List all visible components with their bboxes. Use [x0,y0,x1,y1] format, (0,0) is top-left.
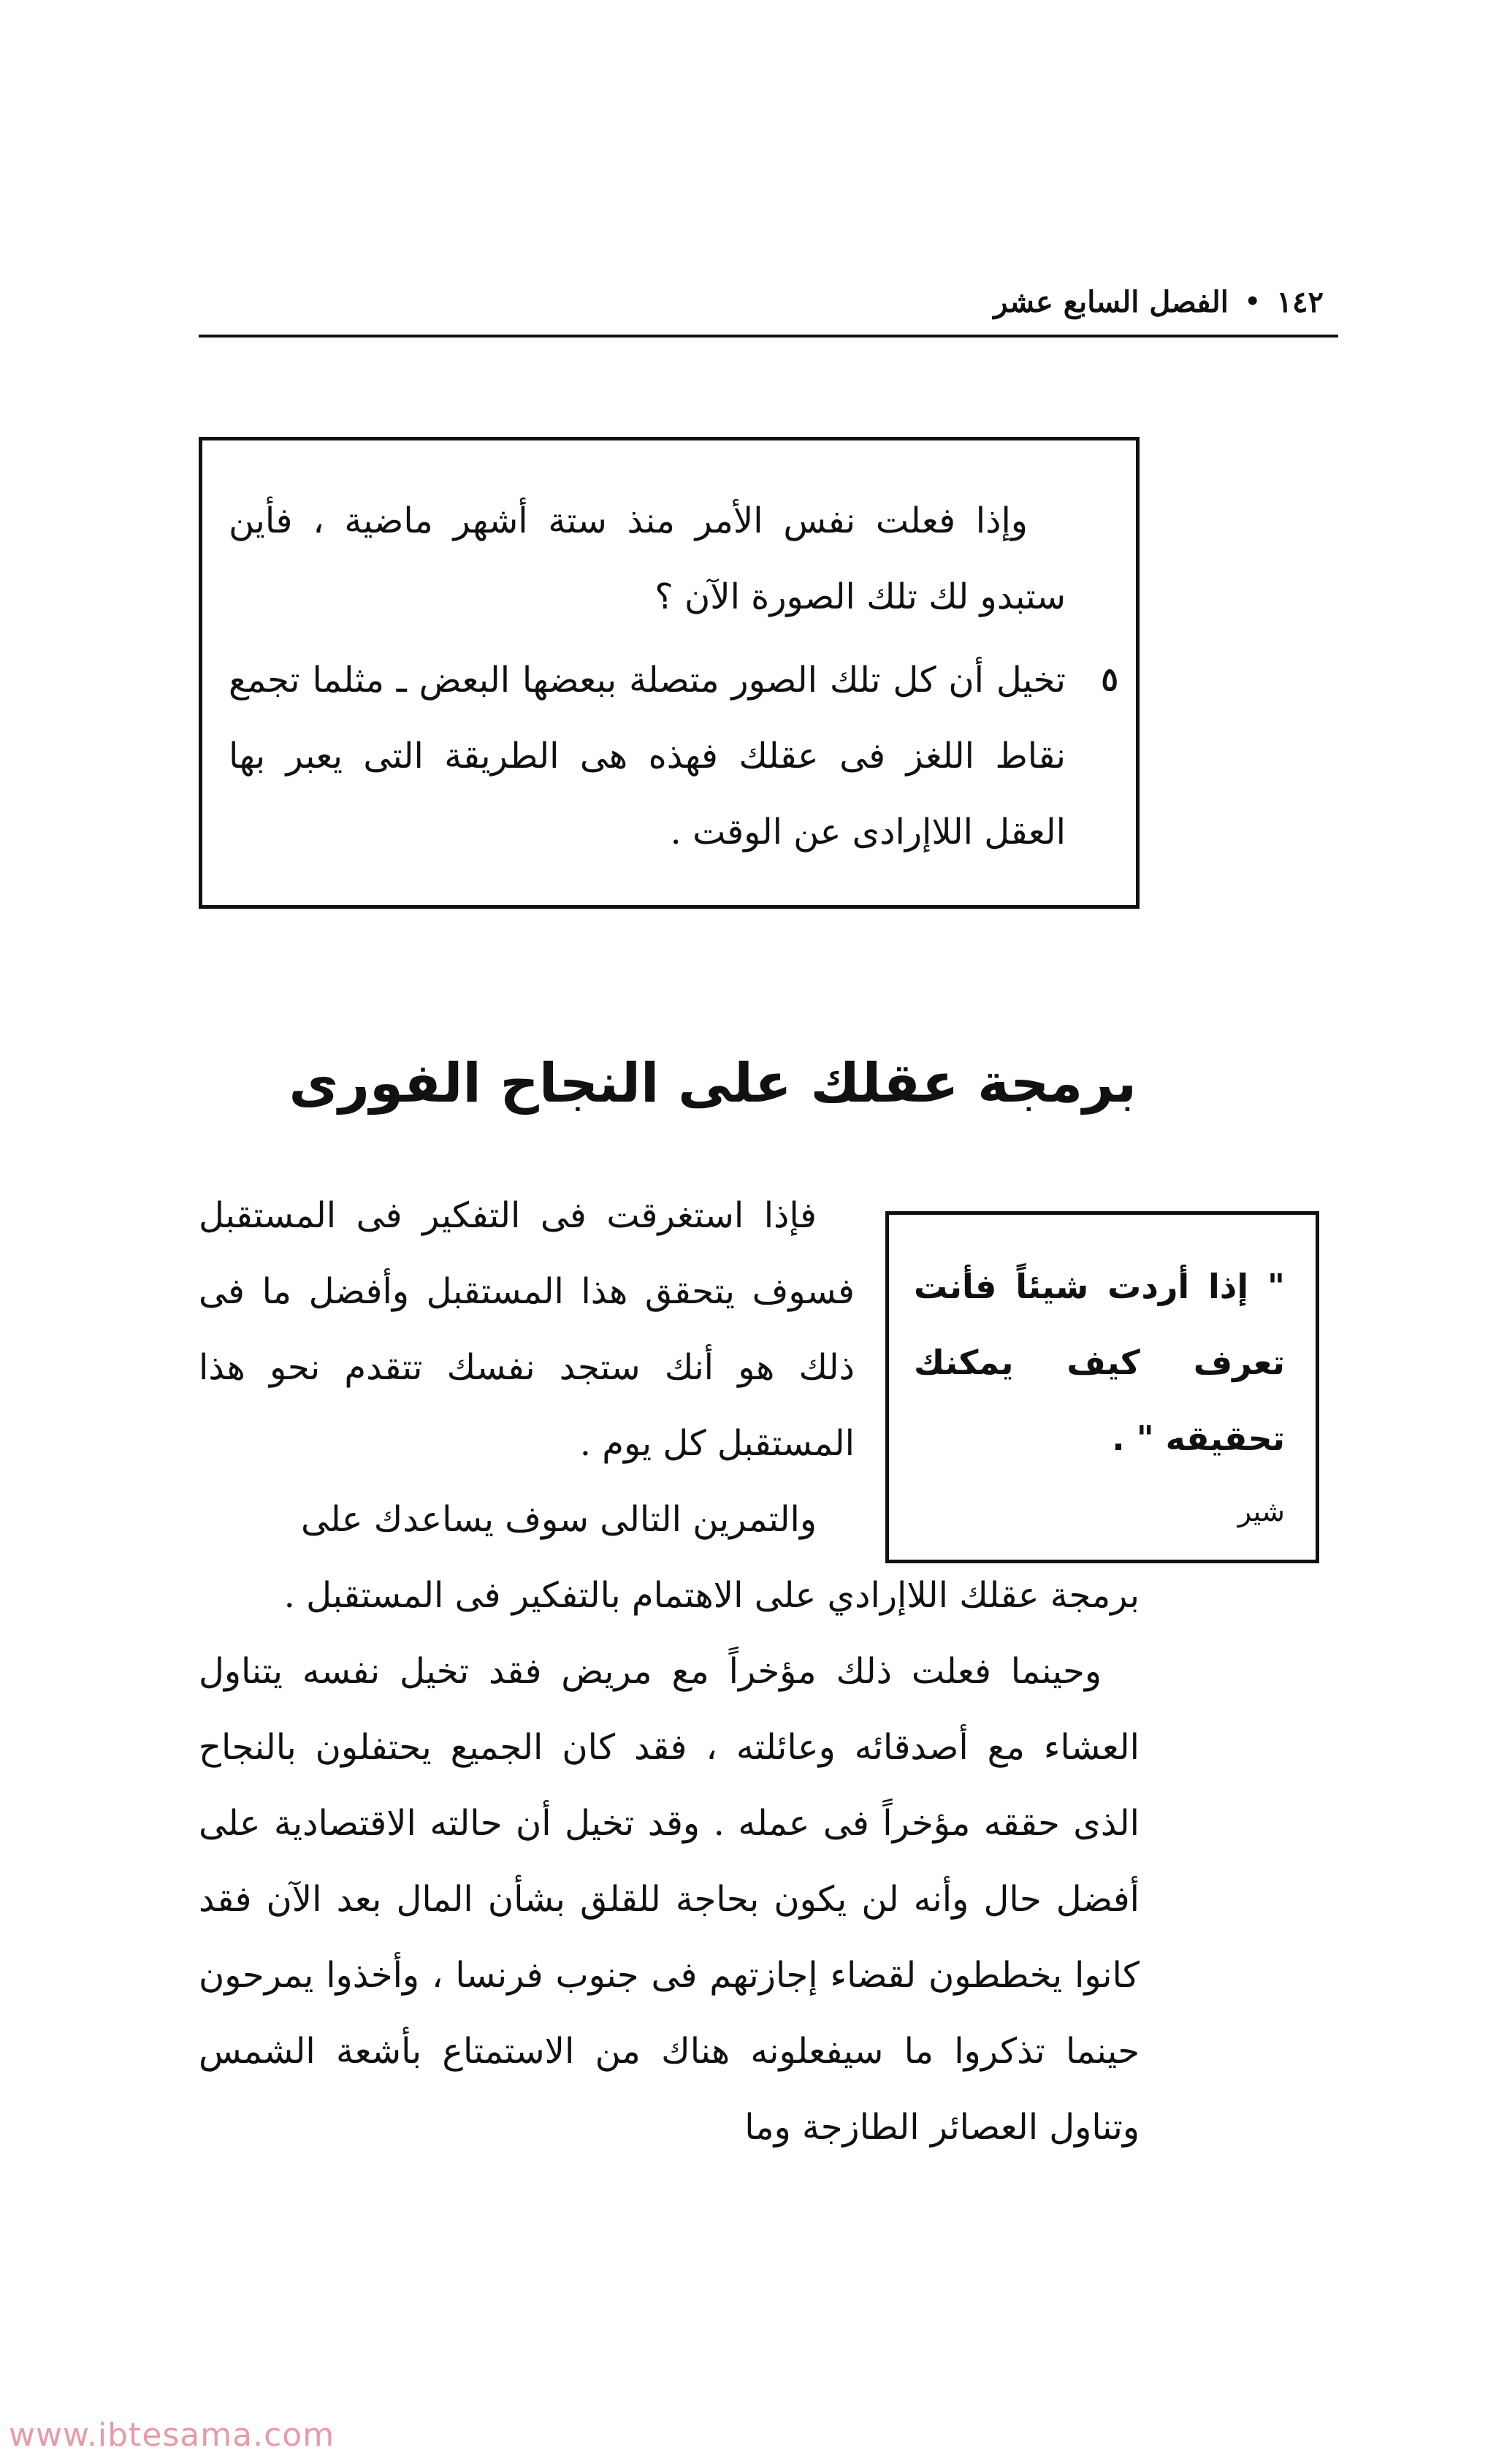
body-column-narrow [199,1178,855,1557]
body-paragraph-3: وحينما فعلت ذلك مؤخراً مع مريض فقد تخيل نفسه يتناول العشاء مع أصدقائه وعائلته ، فقد كان الجميع يحتفلون بالنجاح الذى حققه مؤخراً فى عمله . وقد تخيل أن حالته الاقتصادية على أفضل حال وأنه لن يكون بحاجة للقلق بشأن المال بعد الآن فقد كانوا يخططون لقضاء إجازتهم فى جنوب فرنسا ، وأخذوا يمرحون حينما تذكروا ما سيفعلونه هناك من الاستمتاع بأشعة الشمس وتناول العصائر الطازجة وما [199,1651,1140,2148]
pull-quote-box [885,1211,1319,1563]
exercise-step-text: تخيل أن كل تلك الصور متصلة ببعضها البعض ـ مثلما تجمع نقاط اللغز فى عقلك فهذه هى الطريقة التى يعبر بها العقل اللاإرادى عن الوقت . [229,660,1066,853]
pull-quote-author: شير [1237,1495,1285,1527]
body-column-wide [199,1557,1140,2165]
section-heading: برمجة عقلك على النجاح الفورى [289,1052,1137,1115]
exercise-paragraph: وإذا فعلت نفس الأمر منذ ستة أشهر ماضية ، فأين ستبدو لك تلك الصورة الآن ؟ [229,500,1066,617]
exercise-step [229,642,1118,870]
body-paragraph-2-end: برمجة عقلك اللاإرادي على الاهتمام بالتفكير فى المستقبل . [283,1575,1140,1616]
watermark-link[interactable]: www.ibtesama.com [9,2417,335,2454]
header-separator: • [1244,287,1261,316]
chapter-title: الفصل السابع عشر [993,284,1229,319]
exercise-box [199,437,1140,909]
pull-quote-text: " إذا أردت شيئاً فأنت تعرف كيف يمكنك تحقيقه " . [914,1267,1285,1458]
header-rule [199,335,1338,337]
body-paragraph-1: فإذا استغرقت فى التفكير فى المستقبل فسوف يتحقق هذا المستقبل وأفضل ما فى ذلك هو أنك ستجد نفسك تتقدم نحو هذا المستقبل كل يوم . [199,1195,855,1464]
running-header [184,276,1324,327]
page-number: ١٤٢ [1276,284,1324,319]
body-paragraph-2-start: والتمرين التالى سوف يساعدك على [300,1499,817,1540]
exercise-step-number: ٥ [1101,661,1118,698]
